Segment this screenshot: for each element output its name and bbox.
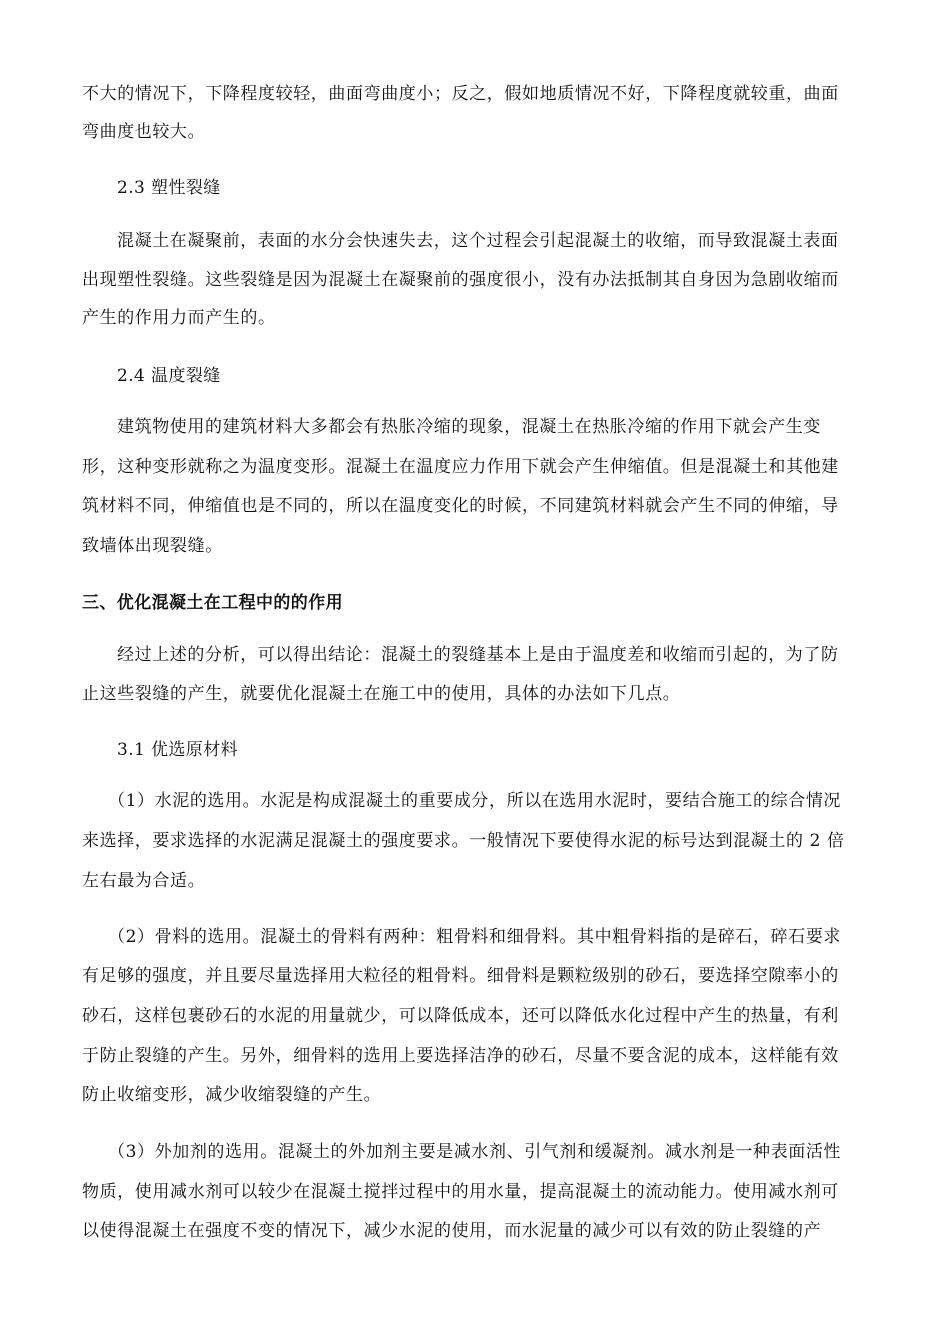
section-heading: 三、优化混凝土在工程中的的作用: [82, 593, 343, 613]
paragraph-line: 有足够的强度，并且要尽量选择用大粒径的粗骨料。细骨料是颗粒级别的砂石，要选择空隙率小的: [82, 966, 839, 986]
paragraph-line: 经过上述的分析，可以得出结论：混凝土的裂缝基本上是由于温度差和收缩而引起的，为了防: [117, 645, 839, 665]
paragraph-line: 产生的作用力而产生的。: [82, 308, 276, 328]
paragraph-line: 以使得混凝土在强度不变的情况下，减少水泥的使用，而水泥量的减少可以有效的防止裂缝的产: [82, 1221, 822, 1241]
paragraph-line: 止这些裂缝的产生，就要优化混凝土在施工中的使用，具体的办法如下几点。: [82, 684, 681, 704]
paragraph-line: （1）水泥的选用。水泥是构成混凝土的重要成分，所以在选用水泥时，要结合施工的综合情况: [108, 791, 842, 811]
paragraph-line: 建筑物使用的建筑材料大多都会有热胀冷缩的现象，混凝土在热胀冷缩的作用下就会产生变: [117, 417, 821, 437]
paragraph-line: 防止收缩变形，减少收缩裂缝的产生。: [82, 1085, 382, 1105]
paragraph-line: 弯曲度也较大。: [82, 122, 206, 142]
paragraph-line: 形，这种变形就称之为温度变形。混凝土在温度应力作用下就会产生伸缩值。但是混凝土和其他建: [82, 457, 839, 477]
paragraph-line: 致墙体出现裂缝。: [82, 536, 223, 556]
paragraph-line: 砂石，这样包裹砂石的水泥的用量就少，可以降低成本，还可以降低水化过程中产生的热量，有利: [82, 1006, 839, 1026]
section-subheading: 2.4 温度裂缝: [117, 366, 221, 386]
paragraph-line: 筑材料不同，伸缩值也是不同的，所以在温度变化的时候，不同建筑材料就会产生不同的伸缩，导: [82, 496, 839, 516]
paragraph-line: （2）骨料的选用。混凝土的骨料有两种：粗骨料和细骨料。其中粗骨料指的是碎石，碎石要求: [108, 927, 842, 947]
paragraph-line: 出现塑性裂缝。这些裂缝是因为混凝土在凝聚前的强度很小，没有办法抵制其自身因为急剧收缩而: [82, 270, 839, 290]
paragraph-line: 左右最为合适。: [82, 871, 206, 891]
paragraph-line: 物质，使用减水剂可以较少在混凝土搅拌过程中的用水量，提高混凝土的流动能力。使用减水剂可: [82, 1182, 839, 1202]
section-subheading: 3.1 优选原材料: [117, 740, 239, 760]
paragraph-line: 不大的情况下，下降程度较轻，曲面弯曲度小；反之，假如地质情况不好，下降程度就较重，曲面: [82, 84, 839, 104]
section-subheading: 2.3 塑性裂缝: [117, 178, 221, 198]
paragraph-line: 来选择，要求选择的水泥满足混凝土的强度要求。一般情况下要使得水泥的标号达到混凝土的 2 倍: [82, 831, 845, 851]
paragraph-line: （3）外加剂的选用。混凝土的外加剂主要是减水剂、引气剂和缓凝剂。减水剂是一种表面活性: [108, 1142, 842, 1162]
paragraph-line: 于防止裂缝的产生。另外，细骨料的选用上要选择洁净的砂石，尽量不要含泥的成本，这样能有效: [82, 1046, 839, 1066]
paragraph-line: 混凝土在凝聚前，表面的水分会快速失去，这个过程会引起混凝土的收缩，而导致混凝土表面: [117, 231, 839, 251]
